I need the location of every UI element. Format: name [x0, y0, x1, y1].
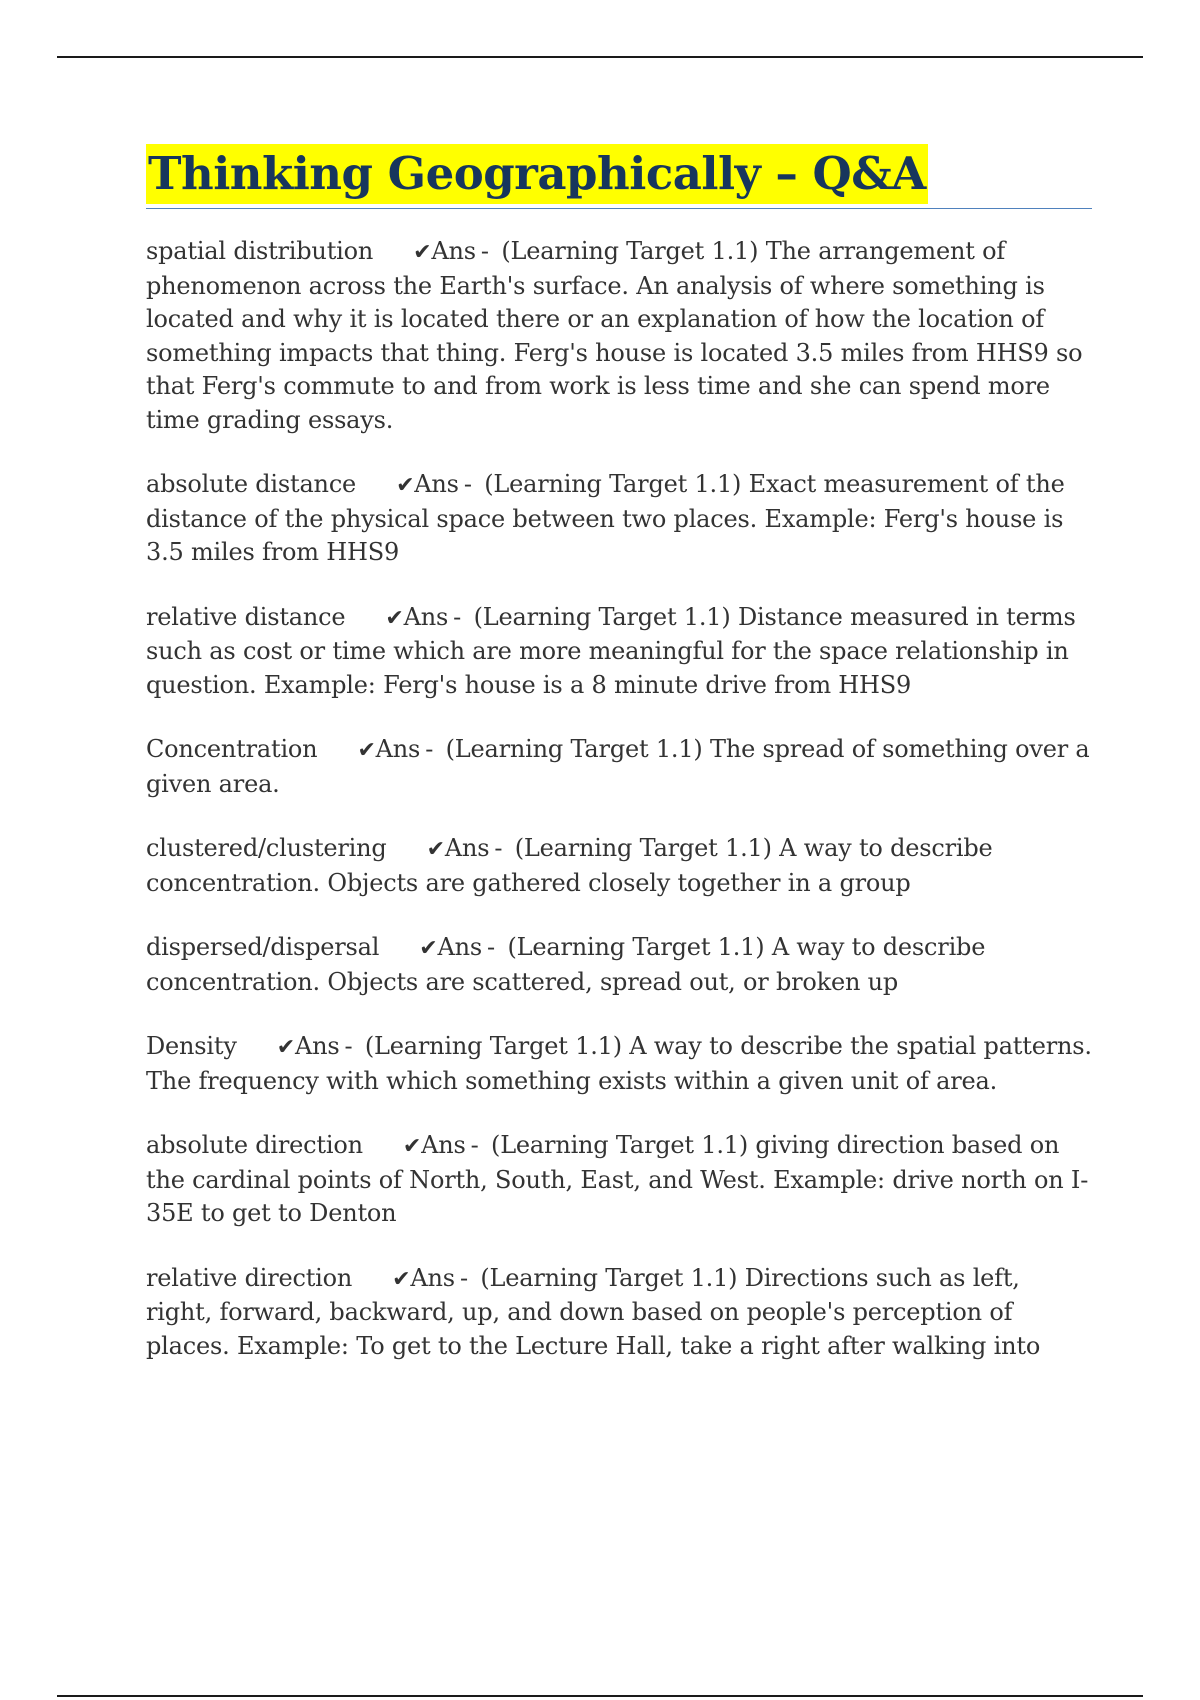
- answer-label: Ans: [403, 602, 449, 631]
- document-title: Thinking Geographically – Q&A: [146, 144, 928, 204]
- separator: -: [463, 470, 472, 498]
- entry-definition: (Learning Target 1.1) A way to describe concentration. Objects are gathered closely together in a group: [146, 834, 993, 897]
- answer-label: Ans: [421, 1131, 466, 1159]
- entry-term: absolute direction: [146, 1131, 363, 1159]
- answer-label: Ans: [375, 735, 421, 763]
- entry-definition: (Learning Target 1.1) The spread of something over a given area.: [146, 735, 1090, 798]
- qa-entry: [146, 468, 1092, 570]
- separator: -: [480, 237, 489, 265]
- entry-definition: (Learning Target 1.1) Distance measured in terms such as cost or time which are more meaningful for the space relationship in question. Example: Ferg's house is a 8 minute drive from HHS9: [146, 602, 1076, 699]
- answer-label: Ans: [444, 834, 490, 862]
- qa-list: [146, 235, 1092, 1363]
- entry-definition: (Learning Target 1.1) A way to describe the spatial patterns. The frequency with which something exists within a given unit of area.: [146, 1032, 1092, 1095]
- qa-entry: [146, 1262, 1092, 1364]
- qa-entry: [146, 1030, 1092, 1098]
- entry-term: relative direction: [146, 1263, 353, 1292]
- separator: -: [453, 602, 462, 631]
- entry-term: dispersed/dispersal: [146, 933, 380, 961]
- checkmark-icon: ✔: [392, 1266, 411, 1292]
- entry-definition: (Learning Target 1.1) Directions such as left, right, forward, backward, up, and down based on people's perception of places. Example: To get to the Lecture Hall, take a right after walking into: [146, 1263, 1041, 1360]
- separator: -: [494, 834, 503, 862]
- checkmark-icon: ✔: [426, 837, 445, 862]
- separator: -: [344, 1032, 353, 1060]
- qa-entry: [146, 733, 1092, 801]
- checkmark-icon: ✔: [396, 473, 415, 498]
- entry-term: relative distance: [146, 602, 346, 631]
- checkmark-icon: ✔: [357, 738, 376, 763]
- checkmark-icon: ✔: [402, 1134, 422, 1159]
- entry-term: Concentration: [146, 735, 318, 763]
- answer-label: Ans: [410, 1263, 455, 1292]
- entry-term: absolute distance: [146, 470, 357, 498]
- checkmark-icon: ✔: [276, 1035, 295, 1060]
- checkmark-icon: ✔: [419, 936, 438, 961]
- qa-entry: [146, 1129, 1092, 1231]
- separator: -: [425, 735, 434, 763]
- entry-term: Density: [146, 1032, 237, 1060]
- separator: -: [487, 933, 495, 961]
- checkmark-icon: ✔: [385, 605, 404, 631]
- qa-entry: [146, 235, 1092, 437]
- page-content: [146, 144, 1092, 1394]
- qa-entry: [146, 601, 1092, 703]
- separator: -: [470, 1131, 479, 1159]
- separator: -: [459, 1263, 468, 1292]
- entry-definition: (Learning Target 1.1) The arrangement of phenomenon across the Earth's surface. An analysis of where something is located and why it is located there or an explanation of how the location of something impacts that thing. Ferg's house is located 3.5 miles from HHS9 so that Ferg's commute to and from work is less time and she can spend more time grading essays.: [146, 237, 1083, 434]
- entry-term: spatial distribution: [146, 237, 374, 265]
- title-block: [146, 144, 1092, 209]
- bottom-rule: [57, 1695, 1143, 1697]
- answer-label: Ans: [414, 470, 459, 498]
- answer-label: Ans: [431, 237, 476, 265]
- checkmark-icon: ✔: [413, 240, 432, 265]
- answer-label: Ans: [437, 933, 483, 961]
- entry-definition: (Learning Target 1.1) giving direction based on the cardinal points of North, South, East, and West. Example: drive north on I-35E to get to Denton: [146, 1131, 1089, 1227]
- qa-entry: [146, 931, 1092, 999]
- answer-label: Ans: [294, 1032, 340, 1060]
- top-rule: [57, 56, 1143, 58]
- entry-definition: (Learning Target 1.1) Exact measurement of the distance of the physical space between two places. Example: Ferg's house is 3.5 miles from HHS9: [146, 470, 1065, 566]
- qa-entry: [146, 832, 1092, 900]
- entry-term: clustered/clustering: [146, 834, 387, 862]
- entry-definition: (Learning Target 1.1) A way to describe concentration. Objects are scattered, spread out, or broken up: [146, 933, 986, 996]
